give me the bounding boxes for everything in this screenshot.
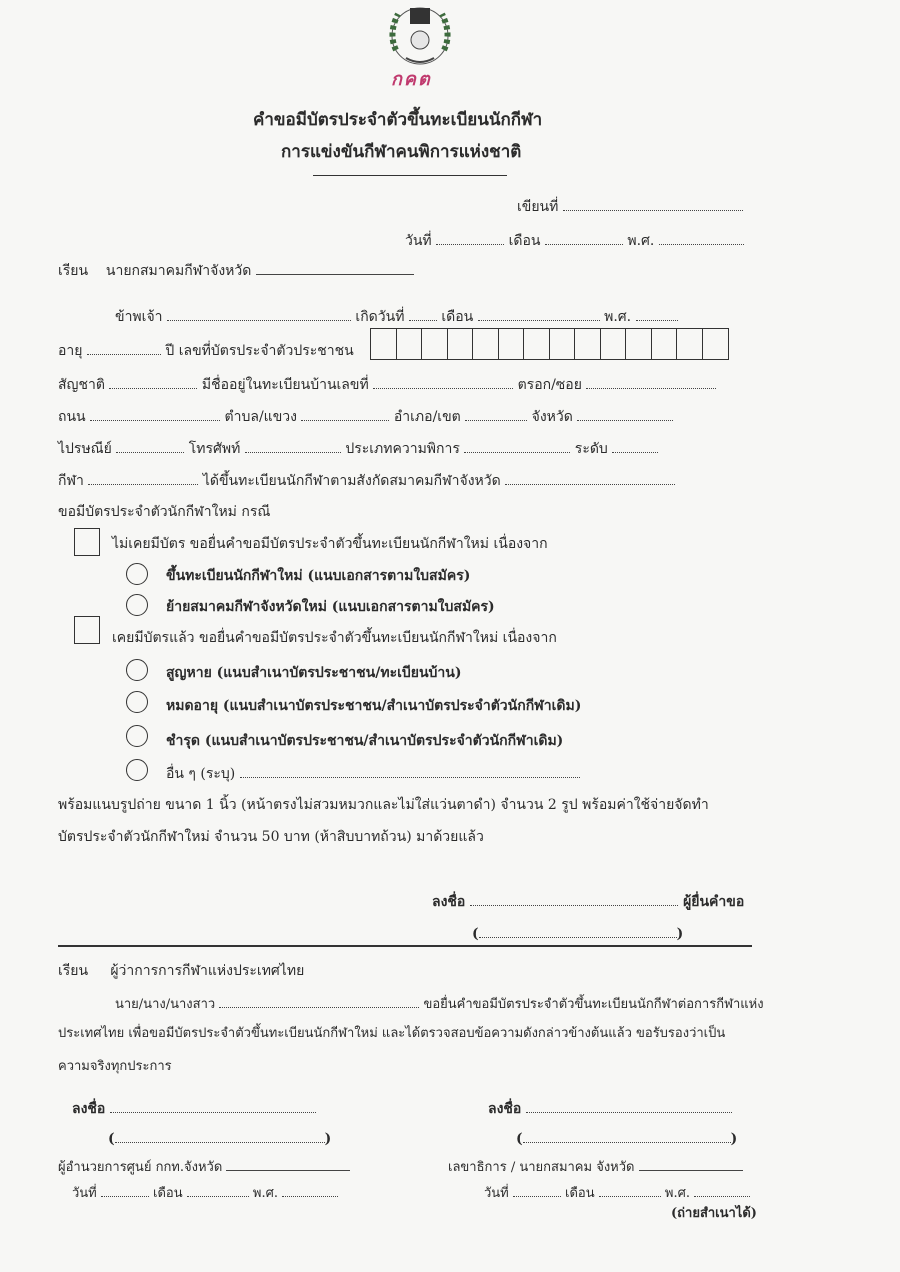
alley-label: ตรอก/ซอย <box>517 377 582 393</box>
section2-line-3: ความจริงทุกประการ <box>58 1059 172 1074</box>
written-at-field[interactable] <box>517 198 743 215</box>
postal-label: ไปรษณีย์ <box>58 441 112 457</box>
registered-label: ได้ขึ้นทะเบียนนักกีฬาตามสังกัดสมาคมกีฬาจังหวัด <box>202 473 501 489</box>
contact-row[interactable] <box>58 440 658 457</box>
house-no-label: มีชื่ออยู่ในทะเบียนบ้านเลขที่ <box>201 377 369 393</box>
birth-month-label: เดือน <box>441 309 474 325</box>
other-label: อื่น ๆ (ระบุ) <box>166 766 236 782</box>
section2-line-2: ประเทศไทย เพื่อขอมีบัตรประจำตัวขึ้นทะเบียนนักกีฬาใหม่ และได้ตรวจสอบข้อความดังกล่าวข้างต้นแล้ว ขอรับรองว่าเป็น <box>58 1026 726 1041</box>
other-radio[interactable] <box>126 759 148 781</box>
change-province-radio[interactable] <box>126 594 148 616</box>
right-name-field[interactable]: ( ) <box>516 1131 738 1147</box>
address-row[interactable] <box>58 408 673 425</box>
date-label: วันที่ <box>405 233 432 249</box>
case-existing-label: เคยมีบัตรแล้ว ขอยื่นคำขอมีบัตรประจำตัวขึ้นทะเบียนนักกีฬาใหม่ เนื่องจาก <box>112 630 557 646</box>
section2-to-label: เรียน <box>58 963 89 979</box>
birth-year-label: พ.ศ. <box>604 309 632 325</box>
lost-radio[interactable] <box>126 659 148 681</box>
right-role-label: เลขาธิการ / นายกสมาคม จังหวัด <box>448 1160 635 1175</box>
applicant-signature-field[interactable] <box>432 893 744 910</box>
damaged-radio[interactable] <box>126 725 148 747</box>
other-field[interactable] <box>166 765 580 782</box>
sign-label: ลงชื่อ <box>432 894 466 910</box>
new-registration-radio[interactable] <box>126 563 148 585</box>
nationality-label: สัญชาติ <box>58 377 105 393</box>
sport-label: กีฬา <box>58 473 84 489</box>
date-row[interactable] <box>405 232 744 249</box>
recipient-label: นายกสมาคมกีฬาจังหวัด <box>105 263 252 279</box>
case-new-checkbox[interactable] <box>74 528 100 556</box>
case-existing-checkbox[interactable] <box>74 616 100 644</box>
right-role-field[interactable] <box>448 1158 743 1176</box>
right-signature-field[interactable]: ลงชื่อ <box>488 1100 732 1117</box>
level-label: ระดับ <box>574 441 608 457</box>
left-date-row[interactable]: วันที่ เดือน พ.ศ. <box>72 1184 338 1202</box>
title-underline <box>313 175 507 176</box>
province-label: จังหวัด <box>531 409 573 425</box>
new-registration-label: ขึ้นทะเบียนนักกีฬาใหม่ (แนบเอกสารตามใบสมัคร) <box>166 568 471 584</box>
expired-radio[interactable] <box>126 691 148 713</box>
age-label: อายุ <box>58 343 83 359</box>
left-name-field[interactable]: ( ) <box>108 1131 332 1147</box>
lost-label: สูญหาย (แนบสำเนาบัตรประชาชน/ทะเบียนบ้าน) <box>166 665 462 681</box>
expired-label: หมดอายุ (แนบสำเนาบัตรประชาชน/สำเนาบัตรประจำตัวนักกีฬาเดิม) <box>166 698 582 714</box>
phone-label: โทรศัพท์ <box>188 441 241 457</box>
road-label: ถนน <box>58 409 86 425</box>
attachment-line-2: บัตรประจำตัวนักกีฬาใหม่ จำนวน 50 บาท (ห้าสิบบาทถ้วน) มาด้วยแล้ว <box>58 829 484 845</box>
change-province-label: ย้ายสมาคมกีฬาจังหวัดใหม่ (แนบเอกสารตามใบสมัคร) <box>166 599 495 615</box>
nationality-row[interactable] <box>58 376 716 393</box>
name-row[interactable] <box>115 308 678 325</box>
right-date-row[interactable]: วันที่ เดือน พ.ศ. <box>484 1184 750 1202</box>
damaged-label: ชำรุด (แนบสำเนาบัตรประชาชน/สำเนาบัตรประจำตัวนักกีฬาเดิม) <box>166 733 564 749</box>
logo-text: กคต <box>391 69 432 90</box>
id-card-input[interactable] <box>370 328 729 360</box>
applicant-name-field[interactable]: ( ) <box>472 926 684 942</box>
written-at-label: เขียนที่ <box>517 199 559 215</box>
copy-allowed-note: (ถ่ายสำเนาได้) <box>671 1206 757 1221</box>
attachment-line-1: พร้อมแนบรูปถ่าย ขนาด 1 นิ้ว (หน้าตรงไม่สวมหมวกและไม่ใส่แว่นตาดำ) จำนวน 2 รูป พร้อมค่าใช้จ่ายจัดทำ <box>58 797 709 813</box>
section2-line-1[interactable]: นาย/นาง/นางสาว ขอยื่นคำขอมีบัตรประจำตัวขึ้นทะเบียนนักกีฬาต่อการกีฬาแห่ง <box>115 997 764 1012</box>
request-label: ขอมีบัตรประจำตัวนักกีฬาใหม่ กรณี <box>58 504 271 520</box>
left-role-field[interactable] <box>58 1158 350 1176</box>
id-card-label: ปี เลขที่บัตรประจำตัวประชาชน <box>165 343 354 359</box>
to-label: เรียน <box>58 263 89 279</box>
form-title: คำขอมีบัตรประจำตัวขึ้นทะเบียนนักกีฬา <box>253 110 543 130</box>
section-divider <box>58 945 752 947</box>
birth-date-label: เกิดวันที่ <box>355 309 405 325</box>
i-label: ข้าพเจ้า <box>115 309 163 325</box>
age-row[interactable] <box>58 342 354 359</box>
district-label: อำเภอ/เขต <box>393 409 461 425</box>
case-new-label: ไม่เคยมีบัตร ขอยื่นคำขอมีบัตรประจำตัวขึ้นทะเบียนนักกีฬาใหม่ เนื่องจาก <box>112 536 548 552</box>
section2-recipient: ผู้ว่าการการกีฬาแห่งประเทศไทย <box>110 963 305 979</box>
form-subtitle: การแข่งขันกีฬาคนพิการแห่งชาติ <box>281 142 522 162</box>
recipient-row[interactable] <box>58 262 414 279</box>
sport-row[interactable] <box>58 472 675 489</box>
section2-recipient-row <box>58 963 304 979</box>
left-role-label: ผู้อำนวยการศูนย์ กกท.จังหวัด <box>58 1160 223 1175</box>
applicant-label: ผู้ยื่นคำขอ <box>683 894 745 910</box>
month-label: เดือน <box>508 233 541 249</box>
subdistrict-label: ตำบล/แขวง <box>224 409 297 425</box>
name-prefix-label: นาย/นาง/นางสาว <box>115 997 216 1012</box>
disability-type-label: ประเภทความพิการ <box>345 441 460 457</box>
year-label: พ.ศ. <box>627 233 655 249</box>
left-signature-field[interactable]: ลงชื่อ <box>72 1100 316 1117</box>
